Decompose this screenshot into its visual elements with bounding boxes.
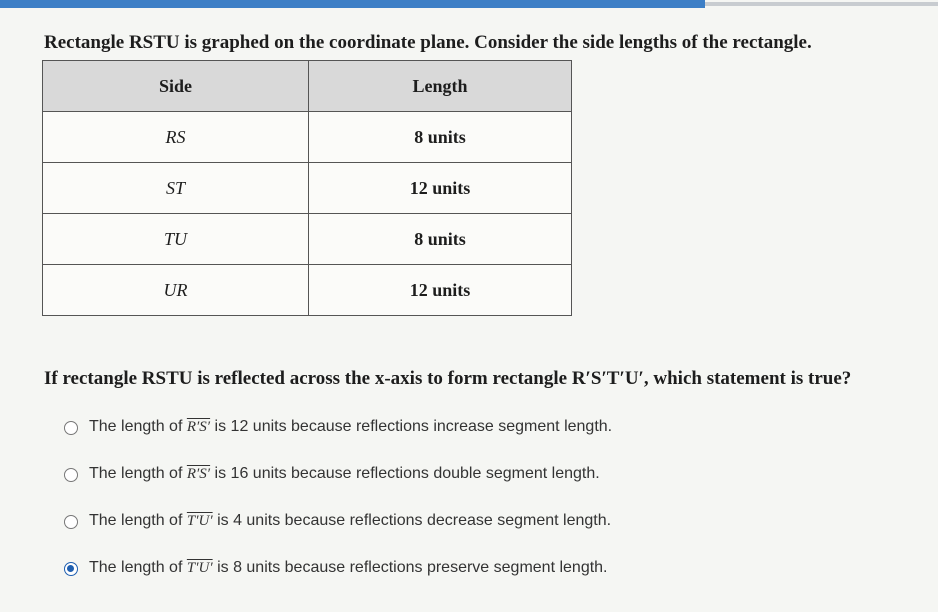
option-text [89, 512, 611, 530]
segment-label: R′S′ [186, 466, 211, 482]
side-lengths-table [42, 60, 572, 316]
segment-label: T′U′ [186, 513, 213, 529]
table-row [43, 214, 572, 265]
option-prefix: The length of [89, 418, 183, 435]
progress-bar-track [705, 2, 938, 6]
table-row [43, 265, 572, 316]
segment-label: T′U′ [186, 560, 213, 576]
length-cell: 12 units [309, 265, 572, 316]
option-text [89, 559, 608, 577]
radio-button[interactable] [64, 421, 78, 435]
table-row [43, 163, 572, 214]
radio-button[interactable] [64, 562, 78, 576]
header-length: Length [309, 61, 572, 112]
option-suffix: is 4 units because reflections decrease segment length. [217, 512, 612, 529]
answer-option-1[interactable] [64, 418, 612, 465]
answer-options [64, 418, 612, 606]
answer-option-3[interactable] [64, 512, 612, 559]
option-prefix: The length of [89, 512, 183, 529]
side-cell: RS [43, 112, 309, 163]
option-prefix: The length of [89, 465, 183, 482]
segment-label: R′S′ [186, 419, 211, 435]
side-cell: TU [43, 214, 309, 265]
progress-bar-filled [0, 0, 705, 8]
option-suffix: is 12 units because reflections increase segment length. [214, 418, 613, 435]
prompt-text: Rectangle RSTU is graphed on the coordinate plane. Consider the side lengths of the rectangle. [44, 32, 812, 53]
table-header-row [43, 61, 572, 112]
option-suffix: is 16 units because reflections double segment length. [214, 465, 600, 482]
radio-button[interactable] [64, 468, 78, 482]
option-suffix: is 8 units because reflections preserve segment length. [217, 559, 608, 576]
length-cell: 8 units [309, 112, 572, 163]
side-cell: ST [43, 163, 309, 214]
side-cell: UR [43, 265, 309, 316]
length-cell: 8 units [309, 214, 572, 265]
answer-option-4[interactable] [64, 559, 612, 606]
radio-button[interactable] [64, 515, 78, 529]
option-text [89, 465, 600, 483]
table-row [43, 112, 572, 163]
length-cell: 12 units [309, 163, 572, 214]
option-prefix: The length of [89, 559, 183, 576]
answer-option-2[interactable] [64, 465, 612, 512]
header-side: Side [43, 61, 309, 112]
option-text [89, 418, 612, 436]
question-text: If rectangle RSTU is reflected across the x-axis to form rectangle R′S′T′U′, which statement is true? [44, 368, 852, 389]
